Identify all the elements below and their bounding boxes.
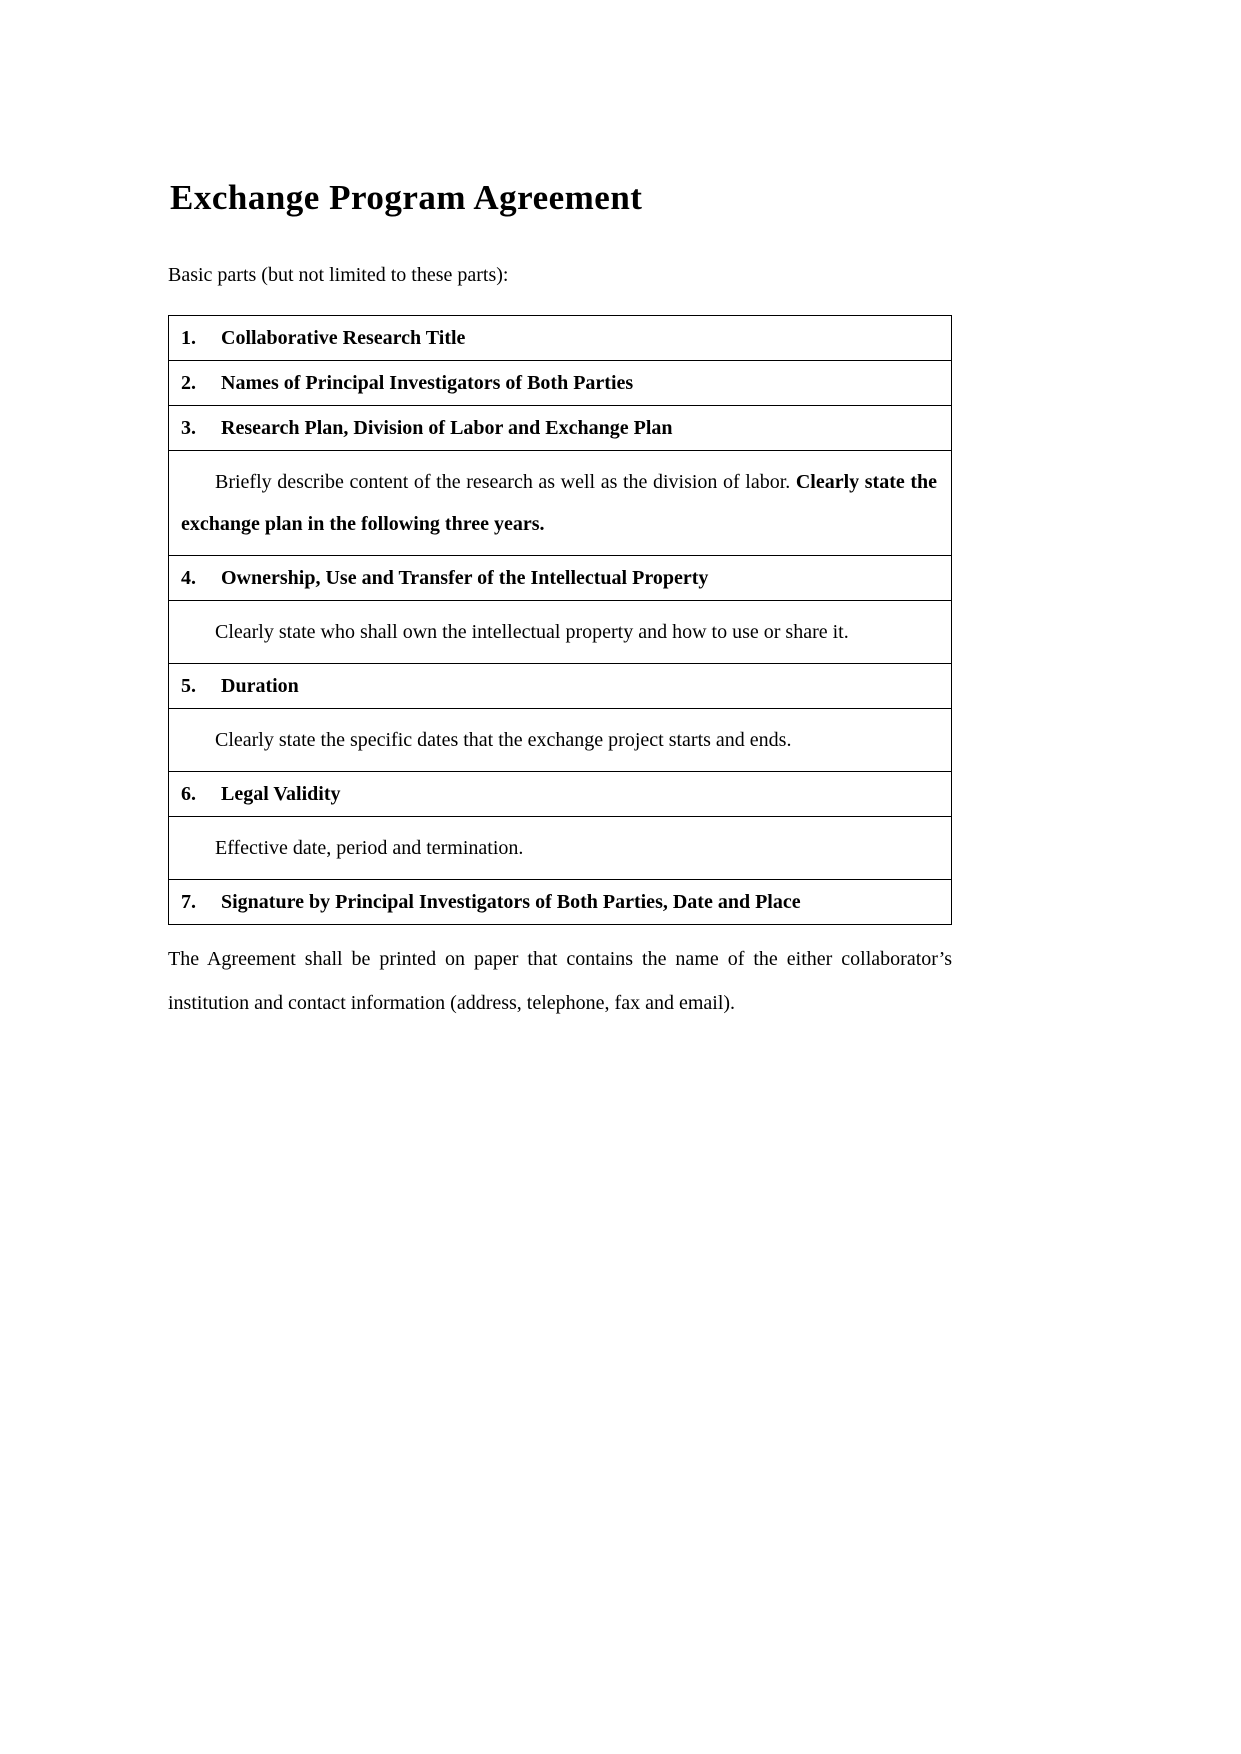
table-row-item-3 bbox=[169, 406, 951, 451]
row-label: Collaborative Research Title bbox=[221, 327, 466, 349]
table-row-item-4 bbox=[169, 556, 951, 601]
table-row-description-3 bbox=[169, 451, 951, 556]
table-row-description-4 bbox=[169, 601, 951, 664]
document-content bbox=[168, 178, 952, 1025]
row-number: 5. bbox=[181, 675, 196, 697]
description-text: Clearly state who shall own the intellectual property and how to use or share it. bbox=[215, 621, 849, 643]
table-row-item-7 bbox=[169, 880, 951, 924]
row-number: 1. bbox=[181, 327, 196, 349]
row-number: 7. bbox=[181, 891, 196, 913]
row-number: 3. bbox=[181, 417, 196, 439]
agreement-table bbox=[168, 315, 952, 925]
description-text: Effective date, period and termination. bbox=[215, 837, 524, 859]
row-label: Duration bbox=[221, 675, 299, 697]
row-label: Names of Principal Investigators of Both Parties bbox=[221, 372, 634, 394]
table-row-item-6 bbox=[169, 772, 951, 817]
table-row-item-1 bbox=[169, 316, 951, 361]
page-title: Exchange Program Agreement bbox=[170, 178, 643, 217]
row-number: 2. bbox=[181, 372, 196, 394]
intro-text: Basic parts (but not limited to these parts): bbox=[168, 264, 509, 286]
table-row-item-2 bbox=[169, 361, 951, 406]
description-text-normal: Briefly describe content of the research as well as the division of labor. bbox=[215, 471, 796, 493]
description-text: Clearly state the specific dates that the exchange project starts and ends. bbox=[215, 729, 792, 751]
closing-paragraph: The Agreement shall be printed on paper that contains the name of the either collaborator’s institution and contact information (address, telephone, fax and email). bbox=[168, 948, 952, 1014]
row-number: 4. bbox=[181, 567, 196, 589]
row-label: Legal Validity bbox=[221, 783, 341, 805]
table-row-description-5 bbox=[169, 709, 951, 772]
description-text-bold: Clearly state the exchange plan in the following three years. bbox=[181, 471, 937, 535]
table-row-description-6 bbox=[169, 817, 951, 880]
row-label: Research Plan, Division of Labor and Exchange Plan bbox=[221, 417, 673, 439]
row-number: 6. bbox=[181, 783, 196, 805]
row-label: Signature by Principal Investigators of Both Parties, Date and Place bbox=[221, 891, 801, 913]
table-row-item-5 bbox=[169, 664, 951, 709]
row-label: Ownership, Use and Transfer of the Intellectual Property bbox=[221, 567, 709, 589]
